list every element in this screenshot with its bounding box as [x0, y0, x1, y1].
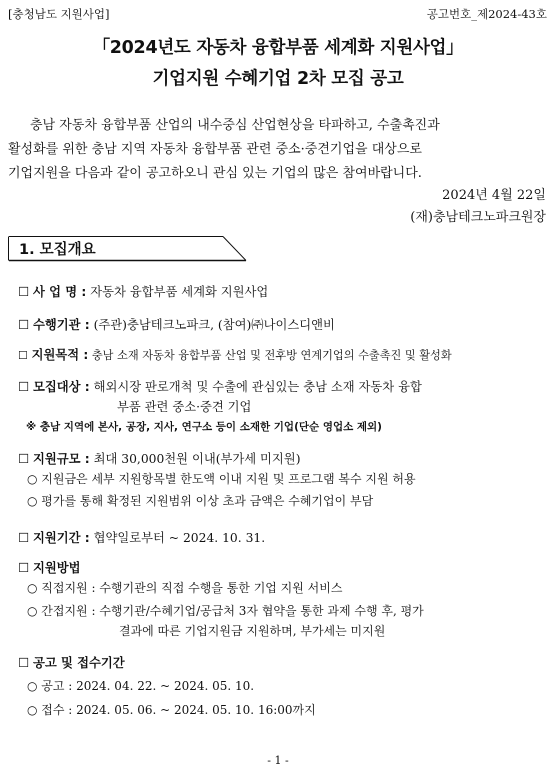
item-target: [18, 377, 422, 395]
checkbox-icon: ☐: [18, 349, 29, 362]
method-indirect-line2: 결과에 따른 기업지원금 지원하며, 부가세는 미지원: [119, 624, 386, 638]
issuer-name: (재)충남테크노파크원장: [410, 210, 546, 225]
item-scale: [18, 449, 301, 467]
agency-value: (주관)충남테크노파크, (참여)㈜나이스디앤비: [93, 318, 335, 332]
schedule-notice: ○ 공고 : 2024. 04. 22. ~ 2024. 05. 10.: [27, 679, 255, 693]
period-value: 협약일로부터 ~ 2024. 10. 31.: [93, 531, 266, 545]
scale-sub-1: ○ 지원금은 세부 지원항목별 한도액 이내 지원 및 프로그램 복수 지원 허용: [27, 472, 416, 486]
period-label: 지원기간 :: [32, 531, 90, 545]
header-left-tag: [충청남도 지원사업]: [8, 7, 110, 21]
section-title: 1. 모집개요: [19, 242, 96, 258]
page-number: - 1 -: [267, 754, 289, 767]
scale-value: 최대 30,000천원 이내(부가세 미지원): [93, 452, 301, 466]
schedule-label: 공고 및 접수기간: [32, 656, 125, 670]
notice-number: 공고번호_제2024-43호: [426, 7, 547, 21]
method-direct: ○ 직접지원 : 수행기관의 직접 수행을 통한 기업 지원 서비스: [27, 581, 343, 595]
item-purpose: [18, 345, 452, 363]
checkbox-icon: ☐: [18, 452, 30, 466]
purpose-label: 지원목적 :: [31, 348, 89, 362]
scale-label: 지원규모 :: [32, 452, 90, 466]
project-name-label: 사 업 명 :: [32, 285, 87, 299]
method-indirect-line1: ○ 간접지원 : 수행기관/수혜기업/공급처 3자 협약을 통한 과제 수행 후, 평가: [27, 604, 424, 618]
checkbox-icon: ☐: [18, 318, 30, 332]
target-label: 모집대상 :: [32, 380, 90, 394]
agency-label: 수행기관 :: [32, 318, 90, 332]
scale-sub-2: ○ 평가를 통해 확정된 지원범위 이상 초과 금액은 수혜기업이 부담: [27, 494, 374, 508]
checkbox-icon: ☐: [18, 531, 30, 545]
project-name-value: 자동차 융합부품 세계화 지원사업: [90, 285, 269, 299]
checkbox-icon: ☐: [18, 656, 30, 670]
intro-line-3: 기업지원을 다음과 같이 공고하오니 관심 있는 기업의 많은 참여바랍니다.: [8, 166, 422, 181]
target-value-line2: 부품 관련 중소·중견 기업: [117, 400, 252, 414]
item-project-name: [18, 282, 268, 300]
intro-line-2: 활성화를 위한 충남 지역 자동차 융합부품 관련 중소·중견기업을 대상으로: [8, 142, 422, 157]
target-value-line1: 해외시장 판로개척 및 수출에 관심있는 충남 소재 자동차 융합: [93, 380, 422, 394]
target-note: ※ 충남 지역에 본사, 공장, 지사, 연구소 등이 소재한 기업(단순 영업소 제외): [26, 421, 382, 433]
item-agency: [18, 315, 335, 333]
checkbox-icon: ☐: [18, 285, 30, 299]
document-title-line2: 기업지원 수혜기업 2차 모집 공고: [152, 69, 404, 89]
method-label: 지원방법: [32, 561, 81, 575]
checkbox-icon: ☐: [18, 561, 30, 575]
section-title-box: [8, 236, 246, 260]
intro-line-1: 충남 자동차 융합부품 산업의 내수중심 산업현상을 타파하고, 수출촉진과: [30, 118, 440, 133]
item-schedule: [18, 653, 125, 671]
item-period: [18, 528, 265, 546]
schedule-receipt: ○ 접수 : 2024. 05. 06. ~ 2024. 05. 10. 16:00까지: [27, 703, 316, 717]
document-title-line1: 「2024년도 자동차 융합부품 세계화 지원사업」: [92, 38, 464, 58]
checkbox-icon: ☐: [18, 380, 30, 394]
announcement-date: 2024년 4월 22일: [442, 188, 546, 203]
item-method: [18, 558, 80, 576]
purpose-value: 충남 소재 자동차 융합부품 산업 및 전후방 연계기업의 수출촉진 및 활성화: [91, 349, 452, 362]
